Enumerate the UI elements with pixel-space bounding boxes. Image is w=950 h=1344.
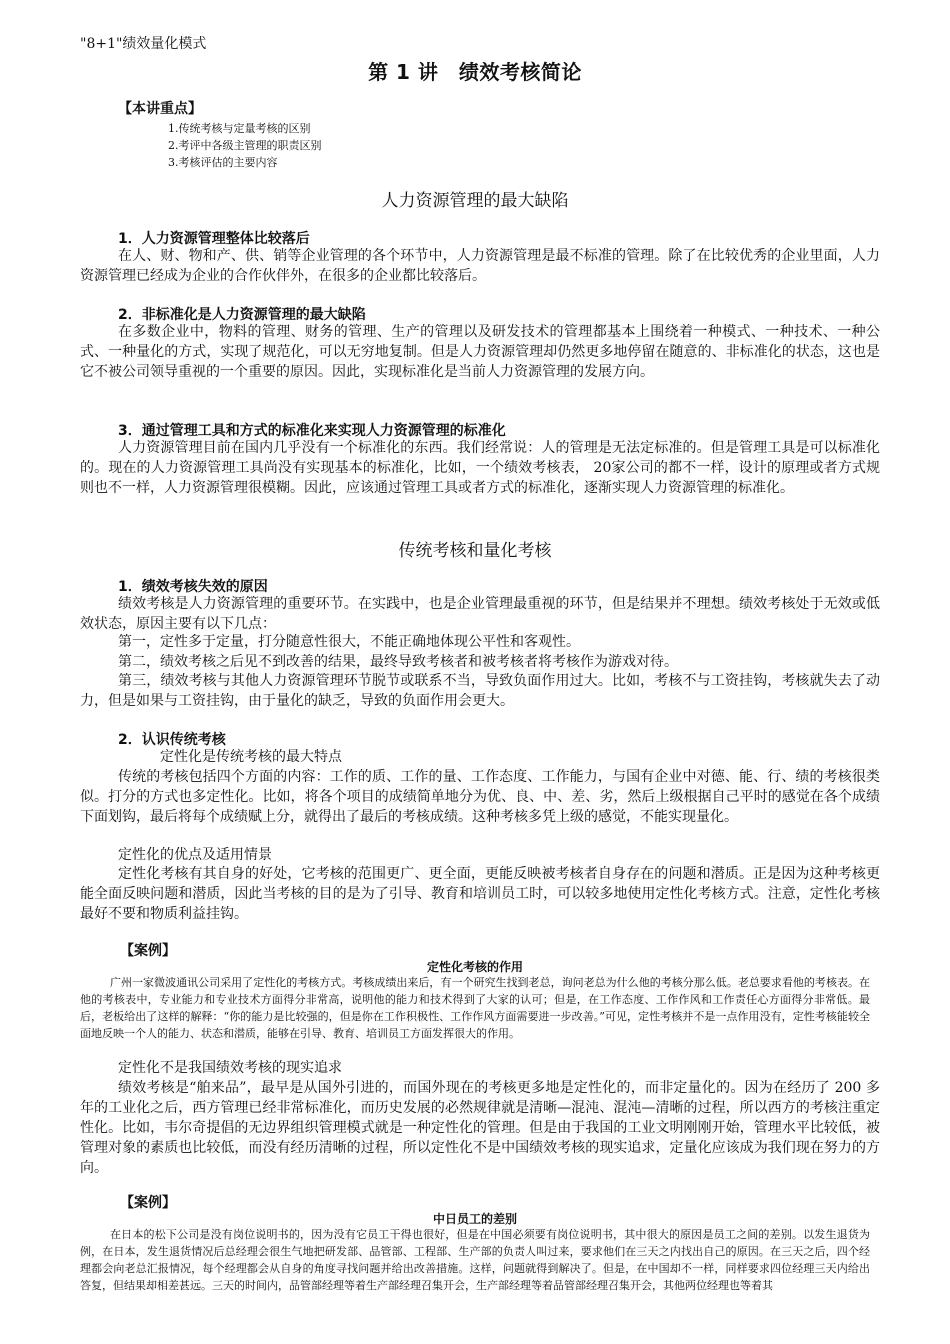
- reason-point: 第一，定性多于定量，打分随意性很大，不能正确地体现公平性和客观性。: [118, 634, 580, 650]
- feature-line: 定性化是传统考核的最大特点: [160, 749, 342, 765]
- section-title-traditional-vs-quantified: 传统考核和量化考核: [398, 541, 552, 561]
- case-body: 广州一家微波通讯公司采用了定性化的考核方式。考核成绩出来后，有一个研究生找到老总，询问老总为什么他的考核分那么低。老总要求看他的考核表。在他的考核表中，专业能力和专业技术方面得分非常高，说明他的能力和技术得到了大家的认可；但是，在工作态度、工作作风和工作责任心方面得分非常低。最后，老板给出了这样的解释：“你的能力是比较强的，但是你在工作积极性、工作作风方面需要进一步改善。”可见，定性考核并不是一点作用没有，定性考核能较全面地反映一个人的能力、状态和潜质，能够在引导、教育、培训员工方面发挥很大的作用。: [80, 976, 870, 1040]
- reality-line: 定性化不是我国绩效考核的现实追求: [118, 1060, 342, 1076]
- keypoints-list: [168, 120, 322, 171]
- subheading-traditional: 2．认识传统考核: [118, 732, 226, 748]
- section-title-hr-defects: 人力资源管理的最大缺陷: [381, 191, 569, 211]
- paragraph: 传统的考核包括四个方面的内容：工作的质、工作的量、工作态度、工作能力，与国有企业中对德、能、行、绩的考核很类似。打分的方式也多定性化。比如，将各个项目的成绩简单地分为优、良、中、差、劣，然后上级根据自己平时的感觉在各个成绩下面划钩，最后将每个成绩赋上分，就得出了最后的考核成绩。这种考核多凭上级的感觉，不能实现量化。: [80, 769, 880, 825]
- case-body: 在日本的松下公司是没有岗位说明书的，因为没有它员工干得也很好，但是在中国必须要有岗位说明书，其中很大的原因是员工之间的差别。以发生退货为例，在日本，发生退货情况后总经理会很生气地把研发部、品管部、工程部、生产部的负责人叫过来，要求他们在三天之内找出自己的原因。在三天之后，四个经理都会向老总汇报情况，每个经理都会从自身的角度寻找问题并给出改善措施。这样，问题就得到解决了。但是，在中国却不一样，同样要求四位经理三天内给出答复，但结果却相差甚远。三天的时间内，品管部经理等着生产部经理召集开会，生产部经理等着品管部经理召集开会，其他两位经理也等着其: [80, 1228, 870, 1292]
- lecture-title: 第 1 讲 绩效考核简论: [368, 60, 582, 84]
- subheading-standardization: 3．通过管理工具和方式的标准化来实现人力资源管理的标准化: [118, 423, 506, 439]
- case-label: 【案例】: [120, 943, 176, 959]
- subheading-failure-reasons: 1．绩效考核失效的原因: [118, 579, 268, 595]
- paragraph: 绩效考核是人力资源管理的重要环节。在实践中，也是企业管理最重视的环节，但是结果并不理想。绩效考核处于无效或低效状态，原因主要有以下几点：: [80, 596, 880, 632]
- merits-line: 定性化的优点及适用情景: [118, 847, 272, 863]
- paragraph: 在人、财、物和产、供、销等企业管理的各个环节中，人力资源管理是最不标准的管理。除了在比较优秀的企业里面，人力资源管理已经成为企业的合作伙伴外，在很多的企业都比较落后。: [80, 248, 880, 284]
- case-title: 中日员工的差别: [432, 1212, 517, 1226]
- keypoint-item: 1.传统考核与定量考核的区别: [168, 122, 311, 135]
- paragraph: 定性化考核有其自身的好处，它考核的范围更广、更全面，更能反映被考核者自身存在的问题和潜质。正是因为这种考核更能全面反映问题和潜质，因此当考核的目的是为了引导、教育和培训员工时，可以较多地使用定性化考核方式。注意，定性化考核最好不要和物质利益挂钩。: [80, 866, 880, 922]
- paragraph: 在多数企业中，物料的管理、财务的管理、生产的管理以及研发技术的管理都基本上围绕着一种模式、一种技术、一种公式、一种量化的方式，实现了规范化，可以无穷地复制。但是人力资源管理却仍然更多地停留在随意的、非标准化的状态，这也是它不被公司领导重视的一个重要的原因。因此，实现标准化是当前人力资源管理的发展方向。: [80, 324, 880, 380]
- paragraph: 绩效考核是“舶来品”，最早是从国外引进的，而国外现在的考核更多地是定性化的，而非定量化的。因为在经历了 200 多年的工业化之后，西方管理已经非常标准化，而历史发展的必然规律就是清晰—混沌、混沌—清晰的过程，所以西方的考核注重定性化。比如，韦尔奇提倡的无边界组织管理模式就是一种定性化的管理。但是由于我国的工业文明刚刚开始，管理水平比较低，被管理对象的素质也比较低，而没有经历清晰的过程，所以定性化不是中国绩效考核的现实追求，定量化应该成为我们现在努力的方向。: [80, 1080, 880, 1176]
- paragraph: 人力资源管理目前在国内几乎没有一个标准化的东西。我们经常说：人的管理是无法定标准的。但是管理工具是可以标准化的。现在的人力资源管理工具尚没有实现基本的标准化，比如，一个绩效考核表， 20家公司的都不一样，设计的原理或者方式规则也不一样，人力资源管理很模糊。因此，应该通过管理工具或者方式的标准化，逐渐实现人力资源管理的标准化。: [80, 440, 880, 496]
- running-header: "8+1"绩效量化模式: [80, 36, 207, 52]
- subheading-hr-behind: 1．人力资源管理整体比较落后: [118, 231, 310, 247]
- case-title: 定性化考核的作用: [426, 960, 523, 974]
- case-label: 【案例】: [120, 1195, 176, 1211]
- reason-point: 第三，绩效考核与其他人力资源管理环节脱节或联系不当，导致负面作用过大。比如，考核不与工资挂钩，考核就失去了动力，但是如果与工资挂钩，由于量化的缺乏，导致的负面作用会更大。: [80, 673, 880, 709]
- subheading-non-standard: 2．非标准化是人力资源管理的最大缺陷: [118, 307, 366, 323]
- reason-point: 第二，绩效考核之后见不到改善的结果，最终导致考核者和被考核者将考核作为游戏对待。: [118, 654, 678, 670]
- keypoint-item: 2.考评中各级主管理的职责区别: [168, 139, 322, 152]
- keypoints-label: 【本讲重点】: [118, 101, 202, 117]
- keypoint-item: 3.考核评估的主要内容: [168, 156, 278, 169]
